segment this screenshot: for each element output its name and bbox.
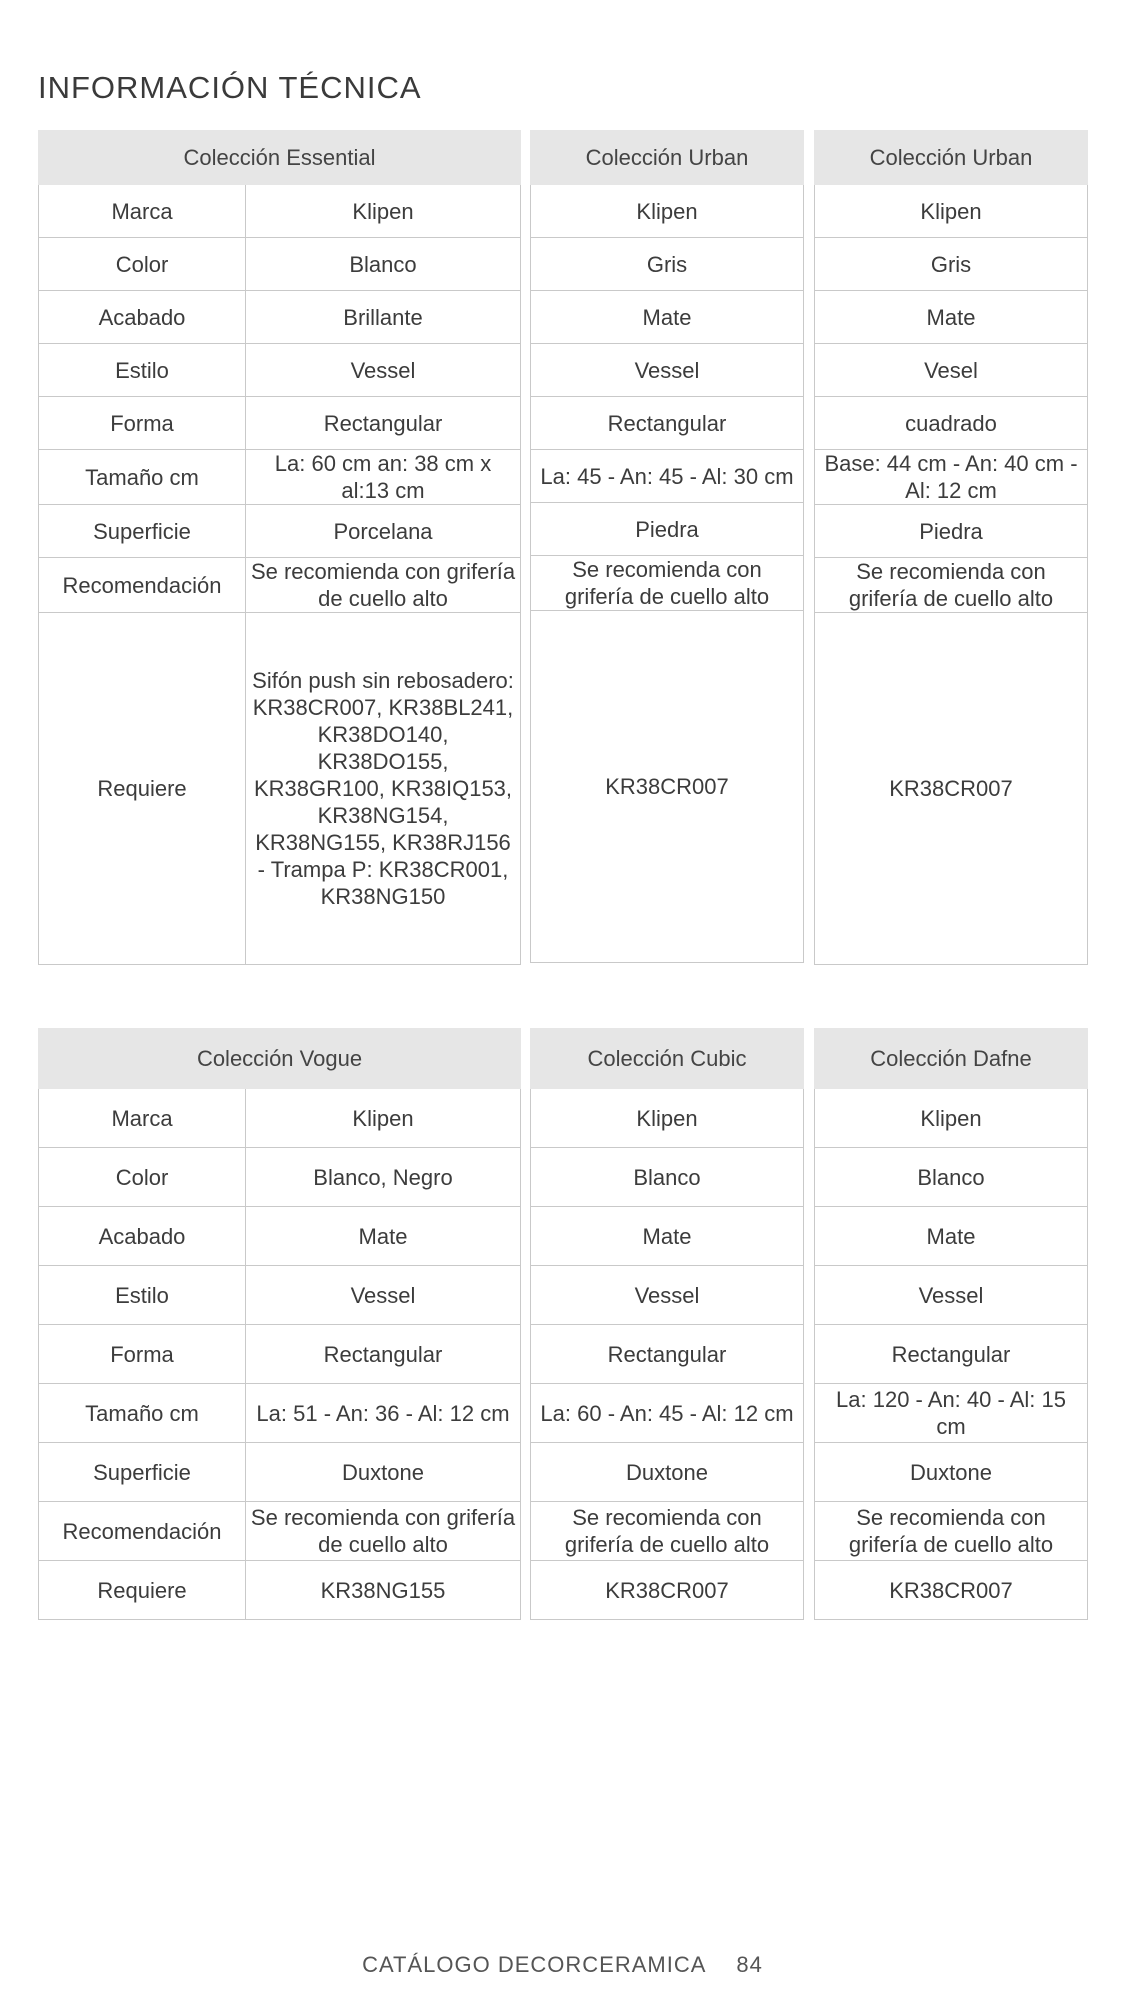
row-label: Recomendación [39, 558, 246, 613]
cell-value: Blanco [531, 1148, 804, 1207]
cell-value: Se recomienda con grifería de cuello alto [531, 556, 804, 611]
row-label: Estilo [39, 344, 246, 397]
page-footer [0, 1952, 1125, 1978]
cell-value: Sifón push sin rebosadero: KR38CR007, KR38BL241, KR38DO140, KR38DO155, KR38GR100, KR38IQ153, KR38NG154, KR38NG155, KR38RJ156 - Trampa P: KR38CR001, KR38NG150 [246, 613, 521, 965]
cell-value: Blanco [815, 1148, 1088, 1207]
cell-value: Porcelana [246, 505, 521, 558]
row-label: Color [39, 1148, 246, 1207]
cell-value: Rectangular [246, 397, 521, 450]
cell-value: La: 51 - An: 36 - Al: 12 cm [246, 1384, 521, 1443]
cell-value: Se recomienda con grifería de cuello alto [246, 1502, 521, 1561]
row-label: Estilo [39, 1266, 246, 1325]
cell-value: Mate [246, 1207, 521, 1266]
cell-value: Vessel [531, 1266, 804, 1325]
row-label: Requiere [39, 1561, 246, 1620]
cell-value: Vessel [531, 344, 804, 397]
cell-value: Vesel [815, 344, 1088, 397]
cell-value: Blanco [246, 238, 521, 291]
cell-value: Gris [815, 238, 1088, 291]
collection-header: Colección Urban [531, 131, 804, 185]
cell-value: Klipen [246, 1089, 521, 1148]
row-label: Acabado [39, 291, 246, 344]
cell-value: Klipen [815, 1089, 1088, 1148]
catalog-name: CATÁLOGO DECORCERAMICA [362, 1952, 707, 1977]
row-label: Marca [39, 1089, 246, 1148]
cell-value: Se recomienda con grifería de cuello alto [531, 1502, 804, 1561]
cell-value: Duxtone [815, 1443, 1088, 1502]
row-label: Forma [39, 397, 246, 450]
table-urban-1 [530, 130, 804, 963]
cell-value: Piedra [531, 503, 804, 556]
row-label: Acabado [39, 1207, 246, 1266]
cell-value: Duxtone [246, 1443, 521, 1502]
collection-header: Colección Vogue [39, 1029, 521, 1089]
collection-header: Colección Cubic [531, 1029, 804, 1089]
cell-value: Vessel [246, 1266, 521, 1325]
row-label: Color [39, 238, 246, 291]
cell-value: Mate [815, 1207, 1088, 1266]
cell-value: La: 120 - An: 40 - Al: 15 cm [815, 1384, 1088, 1443]
cell-value: KR38NG155 [246, 1561, 521, 1620]
page-title: INFORMACIÓN TÉCNICA [38, 70, 422, 105]
row-label: Superficie [39, 1443, 246, 1502]
row-label: Recomendación [39, 1502, 246, 1561]
collection-header: Colección Urban [815, 131, 1088, 185]
cell-value: La: 60 cm an: 38 cm x al:13 cm [246, 450, 521, 505]
cell-value: Mate [815, 291, 1088, 344]
cell-value: Blanco, Negro [246, 1148, 521, 1207]
cell-value: Se recomienda con grifería de cuello alto [815, 1502, 1088, 1561]
cell-value: Klipen [531, 1089, 804, 1148]
row-label: Superficie [39, 505, 246, 558]
cell-value: KR38CR007 [815, 613, 1088, 965]
collection-header: Colección Dafne [815, 1029, 1088, 1089]
cell-value: Se recomienda con grifería de cuello alto [246, 558, 521, 613]
row-label: Requiere [39, 613, 246, 965]
cell-value: Gris [531, 238, 804, 291]
cell-value: La: 45 - An: 45 - Al: 30 cm [531, 450, 804, 503]
row-label: Forma [39, 1325, 246, 1384]
cell-value: Piedra [815, 505, 1088, 558]
cell-value: Base: 44 cm - An: 40 cm - Al: 12 cm [815, 450, 1088, 505]
row-label: Tamaño cm [39, 450, 246, 505]
cell-value: Klipen [246, 185, 521, 238]
cell-value: Se recomienda con grifería de cuello alto [815, 558, 1088, 613]
cell-value: KR38CR007 [531, 1561, 804, 1620]
cell-value: Klipen [531, 185, 804, 238]
cell-value: Rectangular [246, 1325, 521, 1384]
cell-value: Vessel [246, 344, 521, 397]
cell-value: Vessel [815, 1266, 1088, 1325]
table-urban-2 [814, 130, 1088, 965]
cell-value: Rectangular [531, 397, 804, 450]
cell-value: cuadrado [815, 397, 1088, 450]
cell-value: La: 60 - An: 45 - Al: 12 cm [531, 1384, 804, 1443]
table-cubic [530, 1028, 804, 1620]
cell-value: Duxtone [531, 1443, 804, 1502]
table-dafne [814, 1028, 1088, 1620]
page-number: 84 [736, 1952, 763, 1977]
cell-value: KR38CR007 [531, 611, 804, 963]
cell-value: Mate [531, 291, 804, 344]
cell-value: Brillante [246, 291, 521, 344]
cell-value: Klipen [815, 185, 1088, 238]
row-label: Tamaño cm [39, 1384, 246, 1443]
table-vogue [38, 1028, 521, 1620]
cell-value: Rectangular [531, 1325, 804, 1384]
collection-header: Colección Essential [39, 131, 521, 185]
cell-value: Mate [531, 1207, 804, 1266]
cell-value: Rectangular [815, 1325, 1088, 1384]
row-label: Marca [39, 185, 246, 238]
table-essential [38, 130, 521, 965]
cell-value: KR38CR007 [815, 1561, 1088, 1620]
